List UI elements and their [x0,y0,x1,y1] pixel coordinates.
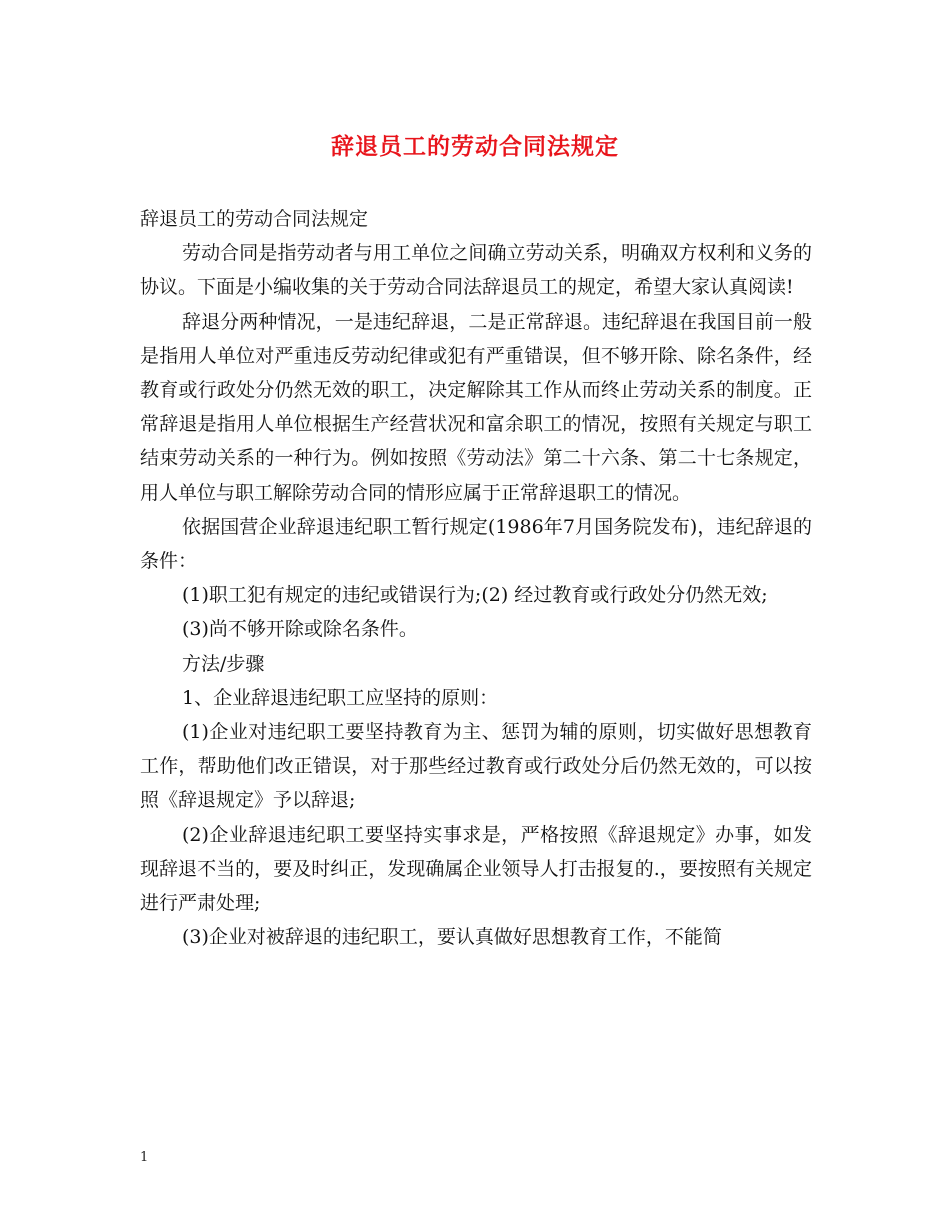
paragraph-method-heading: 方法/步骤 [182,652,265,675]
document-title: 辞退员工的劳动合同法规定 [331,133,619,160]
page-number: 1 [140,1150,149,1165]
paragraph-principle-3: (3)企业对被辞退的违纪职工，要认真做好思想教育工作，不能简 [182,926,722,949]
paragraph-principle-1: (1)企业对违纪职工要坚持教育为主、惩罚为辅的原则，切实做好思想教育工作，帮助他们改正错误，对于那些经过教育或行政处分后仍然无效的，可以按照《辞退规定》予以辞退; [140,721,812,812]
paragraph-condition-3: (3)尚不够开除或除名条件。 [182,618,418,641]
paragraph-intro: 劳动合同是指劳动者与用工单位之间确立劳动关系，明确双方权利和义务的协议。下面是小编收集的关于劳动合同法辞退员工的规定，希望大家认真阅读! [140,242,812,299]
paragraph-principles-heading: 1、企业辞退违纪职工应坚持的原则： [182,686,499,709]
paragraph-principle-2: (2)企业辞退违纪职工要坚持实事求是，严格按照《辞退规定》办事，如发现辞退不当的，要及时纠正，发现确属企业领导人打击报复的.，要按照有关规定进行严肃处理; [140,823,812,915]
paragraph-dismissal-types: 辞退分两种情况，一是违纪辞退，二是正常辞退。违纪辞退在我国目前一般是指用人单位对严重违反劳动纪律或犯有严重错误，但不够开除、除名条件，经教育或行政处分仍然无效的职工，决定解除其工作从而终止劳动关系的制度。正常辞退是指用人单位根据生产经营状况和富余职工的情况，按照有关规定与职工结束劳动关系的一种行为。例如按照《劳动法》第二十六条、第二十七条规定，用人单位与职工解除劳动合同的情形应属于正常辞退职工的情况。 [140,310,812,504]
paragraph-subtitle: 辞退员工的劳动合同法规定 [140,208,369,230]
document-body [140,202,812,954]
paragraph-condition-1-2: (1)职工犯有规定的违纪或错误行为;(2) 经过教育或行政处分仍然无效; [182,584,768,607]
paragraph-regulation-basis: 依据国营企业辞退违纪职工暂行规定(1986年7月国务院发布)，违纪辞退的条件： [140,515,812,573]
